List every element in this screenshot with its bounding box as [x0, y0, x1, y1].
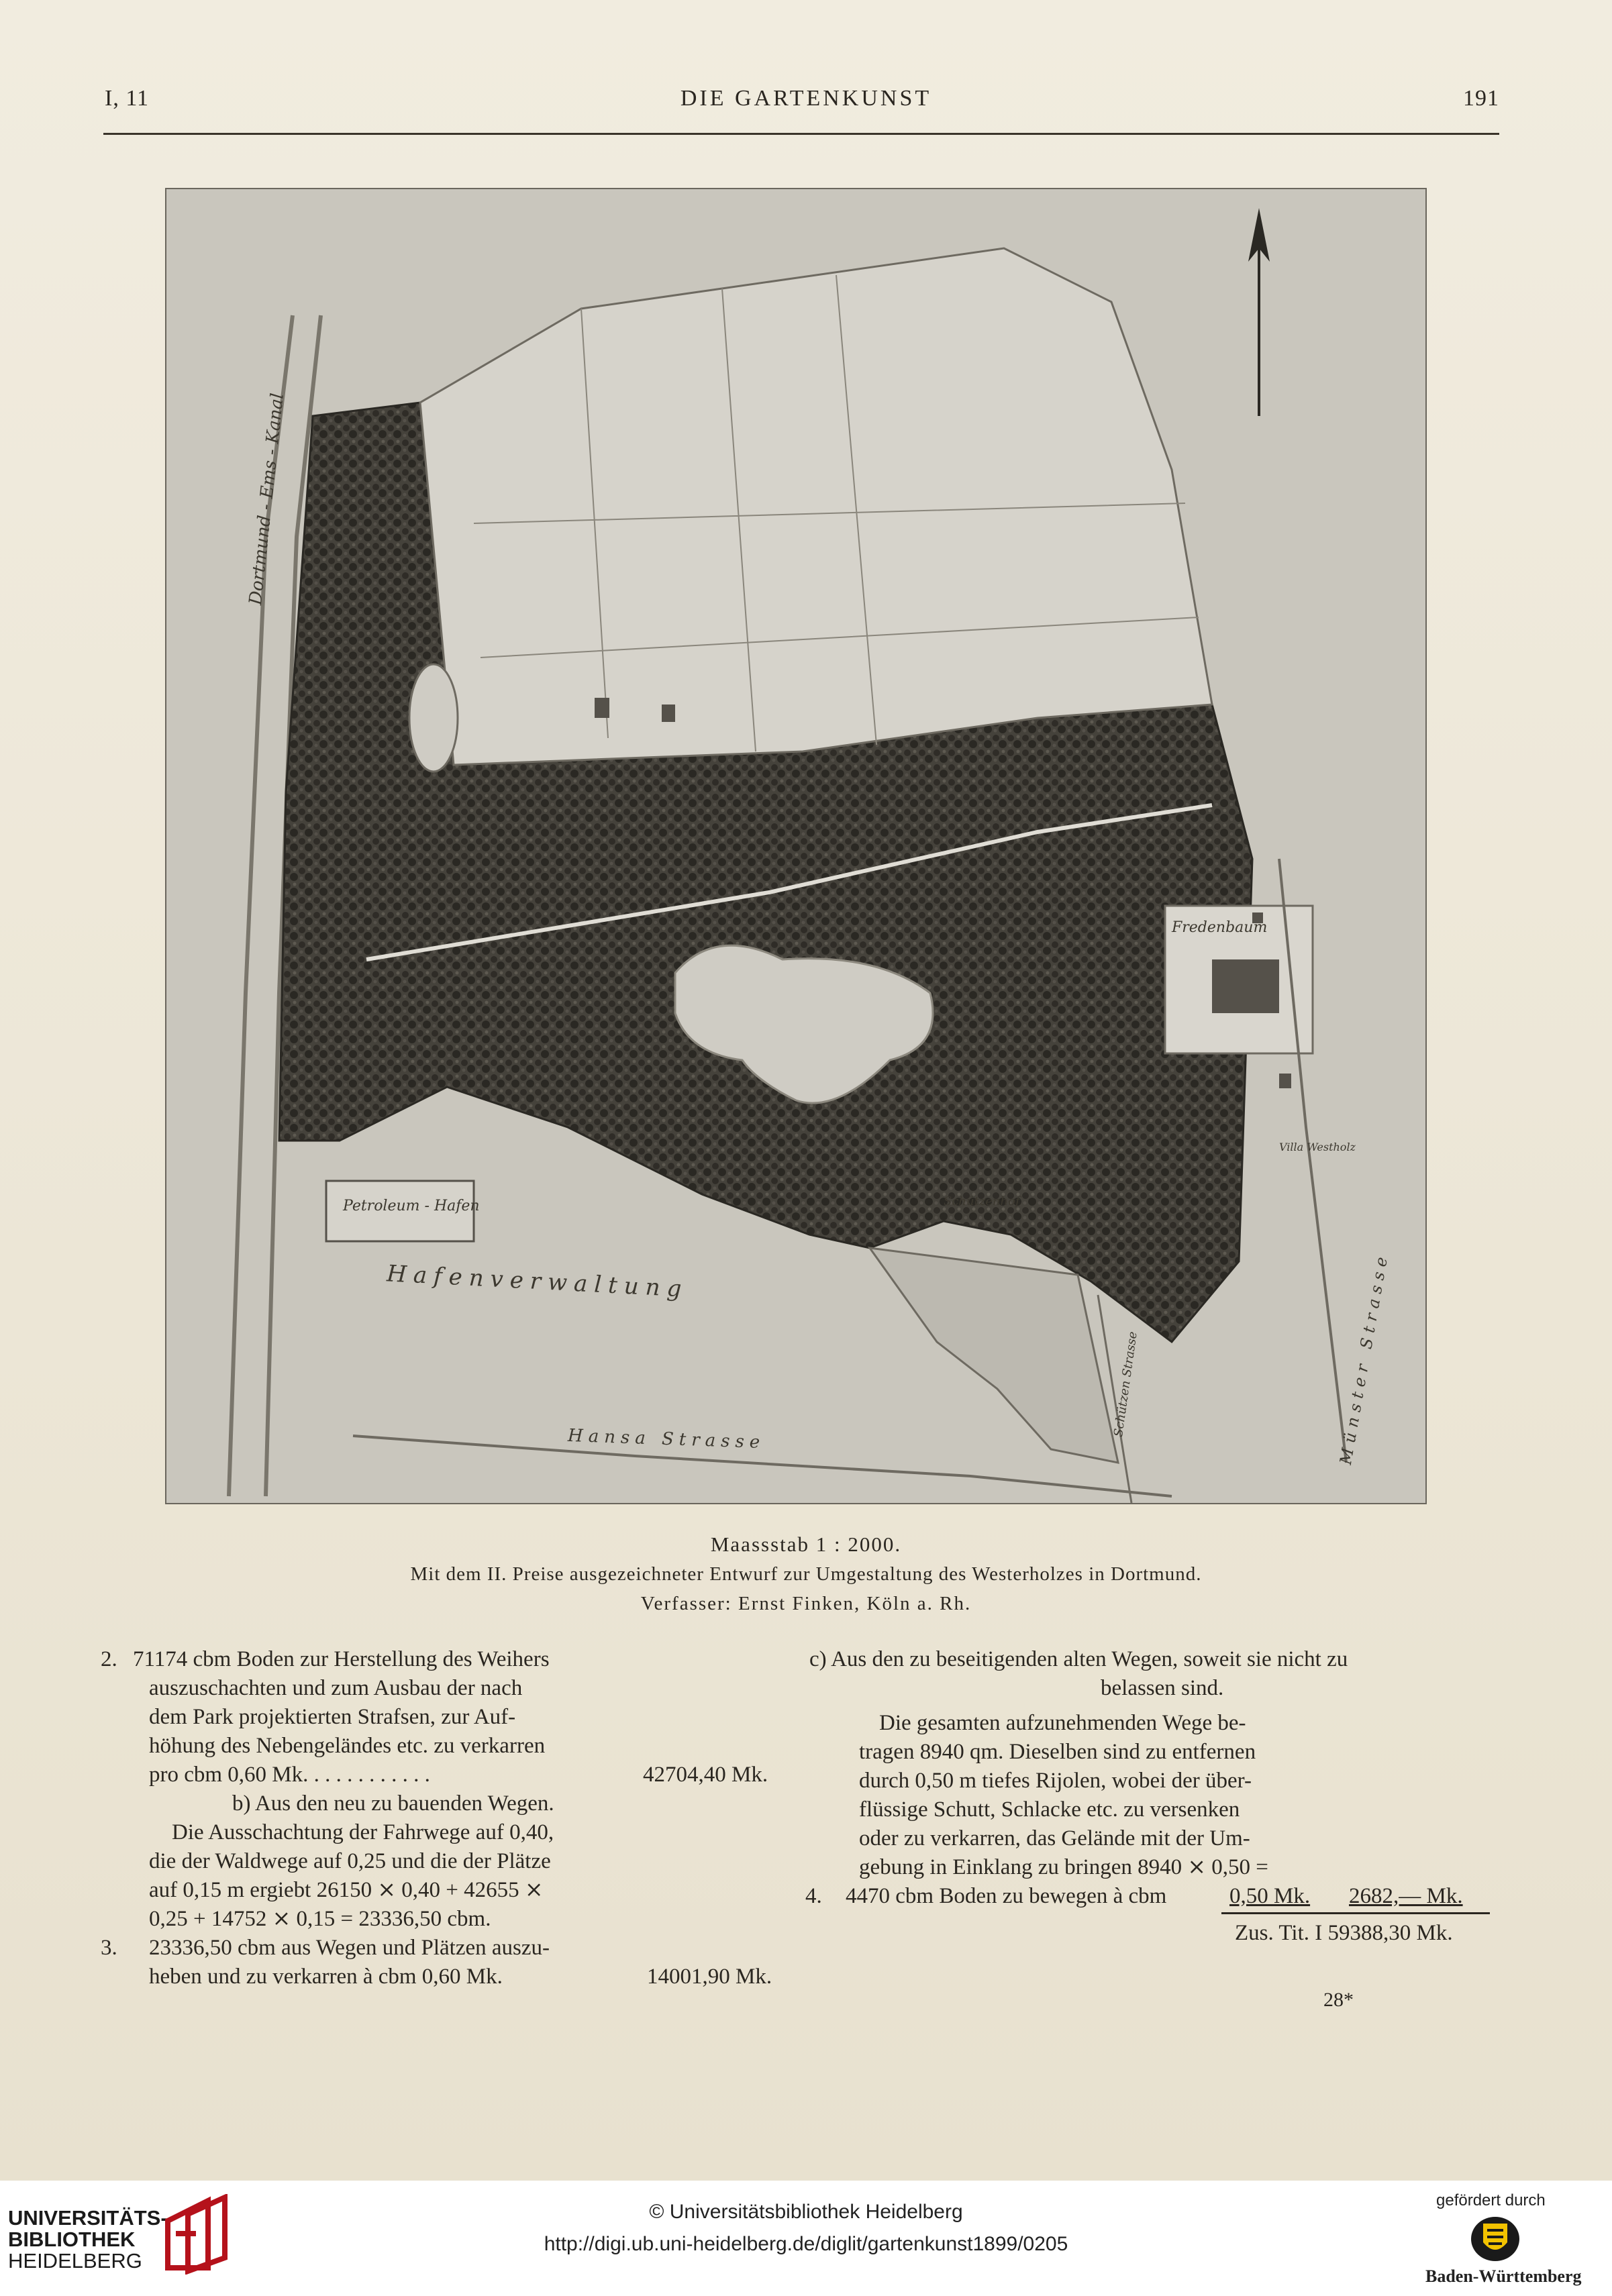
library-name-line: BIBLIOTHEK [8, 2228, 136, 2251]
text-line: flüssige Schutt, Schlacke etc. zu versenken [859, 1797, 1240, 1822]
left-column [101, 1645, 785, 1994]
text-line: 71174 cbm Boden zur Herstellung des Weihers [133, 1647, 550, 1671]
text-line: Die gesamten aufzunehmenden Wege be- [879, 1711, 1246, 1735]
plan-caption: Mit dem II. Preise ausgezeichneter Entwurf zur Umgestaltung des Westerholzes in Dortmund. [410, 1563, 1202, 1585]
text-line: durch 0,50 m tiefes Rijolen, wobei der über- [859, 1769, 1252, 1793]
sum-rule [1221, 1912, 1490, 1914]
item-number: 2. [101, 1647, 117, 1671]
text-line: 23336,50 cbm aus Wegen und Plätzen auszu- [149, 1936, 550, 1960]
section-heading: b) Aus den neu zu bauenden Wegen. [232, 1791, 554, 1816]
item-number: 4. [805, 1884, 822, 1908]
canal-label: Dortmund - Ems - Kanal [246, 392, 288, 607]
text-line: auszuschachten und zum Ausbau der nach [149, 1676, 523, 1700]
text-line: heben und zu verkarren à cbm 0,60 Mk. [149, 1965, 503, 1989]
bw-coat-of-arms-icon [1470, 2215, 1521, 2262]
park-plan-drawing [165, 188, 1427, 1504]
signature-mark: 28* [1323, 1989, 1354, 2011]
text-line: 4470 cbm Boden zu bewegen à cbm [846, 1884, 1167, 1908]
item-number: 3. [101, 1936, 117, 1960]
park-plan-image [165, 188, 1427, 1504]
right-column [805, 1645, 1503, 1954]
amount: 2682,— Mk. [1349, 1884, 1463, 1908]
section-heading: c) Aus den zu beseitigenden alten Wegen, soweit sie nicht zu [809, 1647, 1348, 1671]
digitization-footer [0, 2181, 1612, 2296]
library-name-line: HEIDELBERG [8, 2249, 142, 2273]
fields-area [420, 248, 1212, 765]
plan-scale: Maassstab 1 : 2000. [710, 1532, 902, 1556]
amount: 42704,40 Mk. [643, 1763, 768, 1787]
fredenbaum-building [1212, 959, 1279, 1013]
library-name-line: UNIVERSITÄTS- [8, 2206, 168, 2230]
schuetzenhof-label: Schützenhof [944, 1194, 1020, 1208]
page-number: 191 [1463, 86, 1499, 111]
section-heading: belassen sind. [1101, 1676, 1224, 1700]
fredenbaum-label: Fredenbaum [1172, 919, 1268, 936]
amount: 14001,90 Mk. [647, 1965, 772, 1989]
copyright-notice: © Universitätsbibliothek Heidelberg [649, 2201, 963, 2223]
header-rule [103, 133, 1499, 135]
schuetzen-label: Schützen Strasse [1111, 1330, 1140, 1438]
journal-title: DIE GARTENKUNST [680, 86, 932, 111]
text-line: die der Waldwege auf 0,25 und die der Plätze [149, 1849, 551, 1873]
text-line: gebung in Einklang zu bringen 8940 ⨯ 0,50 = [859, 1855, 1268, 1879]
text-line: pro cbm 0,60 Mk. . . . . . . . . . . . [149, 1763, 430, 1787]
hansa-label: Hansa Strasse [567, 1425, 766, 1453]
hafen-label: Hafenverwaltung [386, 1260, 689, 1303]
southern-basin [870, 1248, 1118, 1463]
text-line: 0,25 + 14752 ⨯ 0,15 = 23336,50 cbm. [149, 1907, 491, 1931]
funded-by-label: gefördert durch [1436, 2191, 1546, 2209]
volume-issue: I, 11 [105, 86, 150, 111]
text-line: tragen 8940 qm. Dieselben sind zu entfernen [859, 1740, 1256, 1764]
villa-label: Villa Westholz [1279, 1141, 1356, 1153]
text-line: dem Park projektierten Strafsen, zur Auf- [149, 1705, 516, 1729]
source-url[interactable]: http://digi.ub.uni-heidelberg.de/diglit/gartenkunst1899/0205 [544, 2233, 1068, 2255]
text-line: auf 0,15 m ergiebt 26150 ⨯ 0,40 + 42655 ⨯ [149, 1878, 544, 1902]
unit-price: 0,50 Mk. [1229, 1884, 1311, 1908]
total-amount: Zus. Tit. I 59388,30 Mk. [1235, 1921, 1453, 1945]
petroleum-label: Petroleum - Hafen [343, 1198, 480, 1214]
state-name: Baden-Württemberg [1425, 2266, 1582, 2286]
text-line: Die Ausschachtung der Fahrwege auf 0,40, [172, 1820, 554, 1844]
text-line: höhung des Nebengeländes etc. zu verkarren [149, 1734, 546, 1758]
oval-field [409, 664, 458, 772]
plan-author: Verfasser: Ernst Finken, Köln a. Rh. [640, 1593, 972, 1614]
text-line: oder zu verkarren, das Gelände mit der Um- [859, 1826, 1250, 1850]
muenster-label: Münster Strasse [1336, 1250, 1393, 1466]
